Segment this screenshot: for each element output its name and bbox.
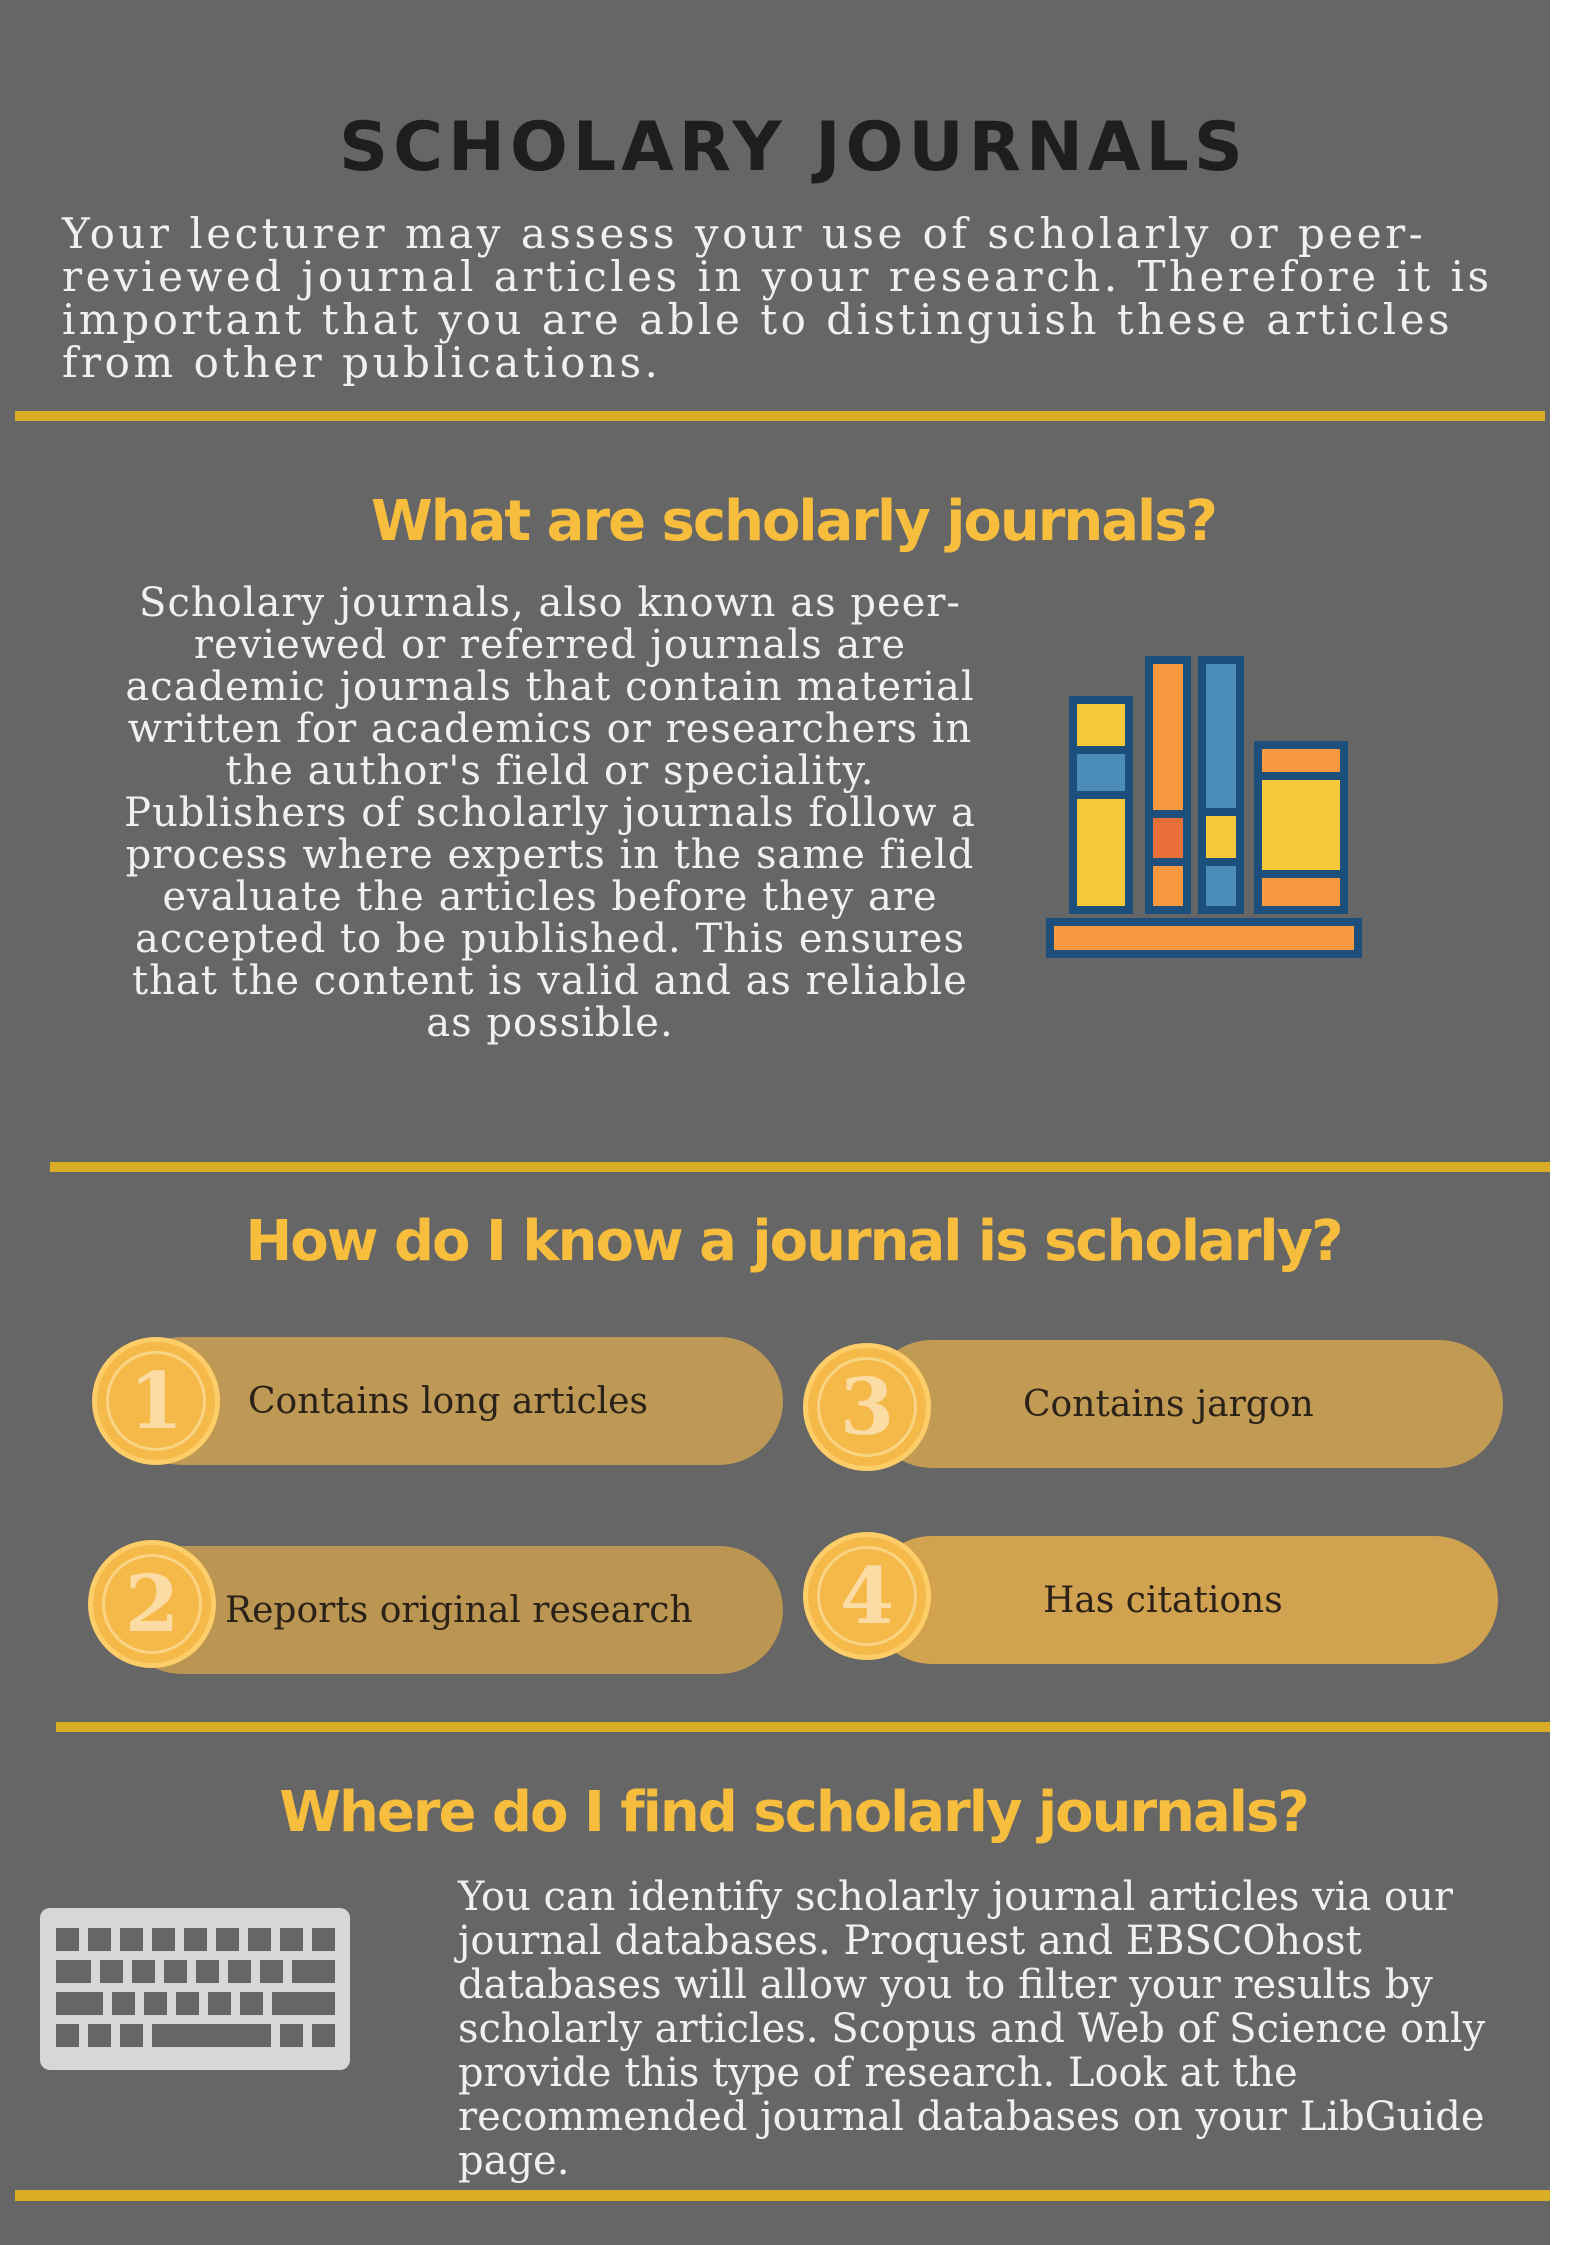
criteria-label-3: Contains jargon — [1023, 1383, 1314, 1425]
where-to-find-paragraph: You can identify scholarly journal articles via our journal databases. Proquest and EBSCOhost databases will allow you to filter your results by scholarly articles. Scopus and Web of Science only provide this type of research. Look at the recommended journal databases on your LibGuide page. — [458, 1874, 1486, 2184]
number-1: 1 — [106, 1351, 206, 1451]
book-4 — [1258, 745, 1344, 910]
intro-paragraph: Your lecturer may assess your use of scholarly or peer-reviewed journal articles in your research. Therefore it is important that you are able to distinguish these articles from other publications. — [62, 209, 1493, 387]
number-4: 4 — [817, 1546, 917, 1646]
heading-what-are-scholarly-journals: What are scholarly journals? — [370, 489, 1217, 554]
number-badge-4 — [803, 1532, 931, 1660]
keyboard-icon — [36, 1904, 354, 2074]
criteria-label-2: Reports original research — [225, 1589, 693, 1631]
section-divider — [50, 1162, 1550, 1172]
book-1 — [1073, 700, 1129, 910]
definition-paragraph: Scholary journals, also known as peer-reviewed or referred journals are academic journals that contain material written for academics or researchers in the author's field or speciality. Publishers of scholarly journals follow a process where experts in the same field evaluate the articles before they are accepted to be published. This ensures that the content is valid and as reliable as possible. — [124, 580, 976, 1046]
number-3: 3 — [817, 1357, 917, 1457]
page-title: SCHOLARY JOURNALS — [339, 108, 1248, 187]
book-2 — [1149, 660, 1187, 910]
book-3 — [1202, 660, 1240, 910]
criteria-label-4: Has citations — [1043, 1579, 1283, 1621]
criteria-item-3 — [868, 1340, 1503, 1468]
footer-divider — [15, 2190, 1550, 2201]
books-on-shelf-icon — [1040, 650, 1370, 970]
criteria-label-1: Contains long articles — [248, 1380, 648, 1422]
section-divider — [15, 411, 1545, 421]
heading-how-do-i-know: How do I know a journal is scholarly? — [245, 1209, 1342, 1274]
shelf — [1050, 922, 1358, 954]
number-2: 2 — [102, 1554, 202, 1654]
criteria-item-2 — [118, 1546, 783, 1674]
section-divider — [56, 1722, 1550, 1732]
heading-where-do-i-find: Where do I find scholarly journals? — [279, 1780, 1308, 1845]
number-badge-3 — [803, 1343, 931, 1471]
criteria-item-4 — [868, 1536, 1498, 1664]
number-badge-2 — [88, 1540, 216, 1668]
number-badge-1 — [92, 1337, 220, 1465]
